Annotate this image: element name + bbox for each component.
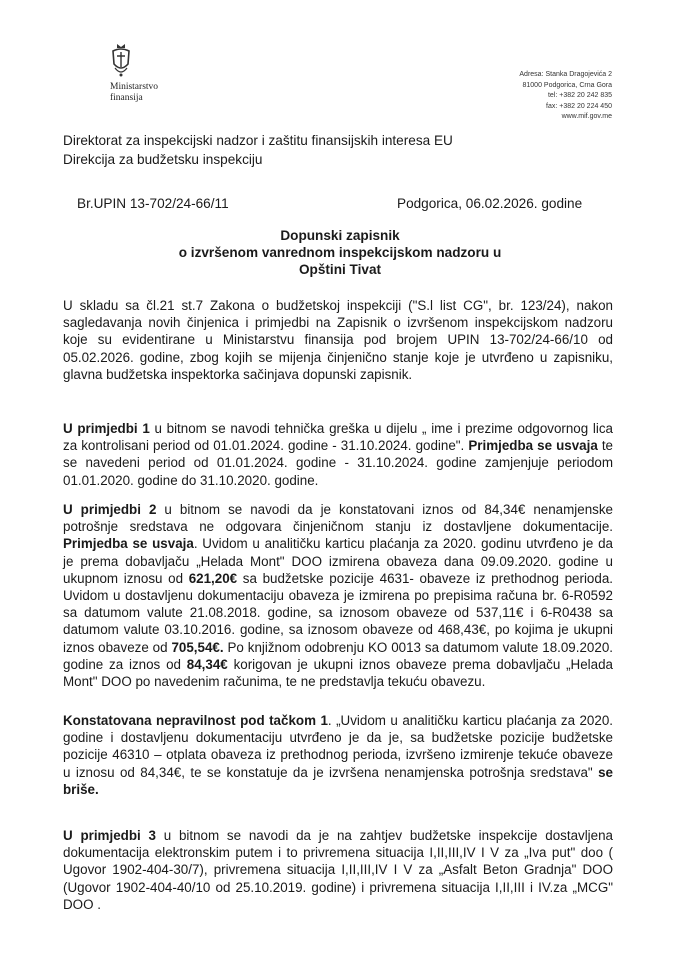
remark-2-amount-1: 621,20€ [188, 570, 238, 586]
irregularity-paragraph [63, 712, 613, 798]
remark-1-label: U primjedbi 1 [63, 421, 150, 436]
remark-1-text: u bitnom se navodi tehnička greška u dijelu „ ime i prezime odgovornog lica za kontrolisani period od 01.01.2024. godine - 31.10.2024. godine". [63, 421, 613, 454]
remark-2-text-3: sa budžetske pozicije 4631- obaveze iz prethodnog perioda. Uvidom u dostavljenu dokumentaciju obaveza je izmirena po prepisima računa br. 6-R0592 sa datumom valute 21.08.2018. godine, sa iznosom obaveze od 537,11€ i 6-R0438 sa datumom valute 03.10.2016. godine, sa iznosom obaveze od 468,43€, po kojima je ukupni iznos obaveze od [63, 570, 613, 655]
document-title [90, 227, 590, 278]
ministry-name-line2: finansija [110, 93, 143, 103]
remark-2-label: U primjedbi 2 [63, 502, 157, 517]
intro-paragraph [63, 297, 613, 383]
remark-1-paragraph [63, 420, 613, 489]
remark-3-paragraph [63, 827, 613, 913]
remark-3-text: u bitnom se navodi da je na zahtjev budžetske inspekcije dostavljena dokumentacija elektronskim putem i to privremena situacija I,II,III,IV I V za „Iva put" doo ( Ugovor 1902-404-30/7), privremena situacija I,II,III,IV I V za „Asfalt Beton Gradnja" DOO (Ugovor 1902-404-40/10 od 25.10.2019. godine) i privremena situacija I,II,III i IV.za „MCG" DOO . [63, 828, 614, 912]
coat-of-arms-icon [110, 42, 132, 80]
address-phone: tel: +382 20 242 835 [547, 92, 612, 99]
address-fax: fax: +382 20 224 450 [546, 102, 612, 110]
address-street: Adresa: Stanka Dragojevića 2 [519, 71, 612, 78]
directorate-division: Direkcija za budžetsku inspekciju [63, 152, 263, 167]
remark-1-text-2: te se navedeni period od 01.01.2024. godine - 31.10.2024. godine zamjenjuje periodom 01.01.2020. godine do 31.10.2020. godine. [63, 438, 613, 488]
title-line3: Opštini Tivat [298, 262, 382, 277]
directorate-name: Direktorat za inspekcijski nadzor i zaštitu finansijskih interesa EU [63, 133, 453, 148]
ministry-name [110, 82, 200, 104]
intro-text: U skladu sa čl.21 st.7 Zakona o budžetskoj inspekciji ("S.l list CG", br. 123/24), nakon sagledavanja novih činjenica i primjedbi na Zapisnik o izvršenom inspekcijskom nadzoru koje su evidentirane u Ministarstvu finansija pod brojem UPIN 13-702/24-66/10 od 05.02.2026. godine, zbog kojih se mijenja činjenično stanje koje je utvrđeno u zapisniku, glavna budžetska inspektorka sačinjava dopunski zapisnik. [63, 298, 613, 382]
address-city: 81000 Podgorica, Crna Gora [522, 81, 612, 89]
ministry-address [496, 70, 612, 123]
remark-2-accepted: Primjedba se usvaja [63, 536, 194, 552]
ministry-name-line1: Ministarstvo [110, 82, 159, 92]
place-and-date: Podgorica, 06.02.2026. godine [397, 196, 583, 211]
remark-2-text: u bitnom se navodi da je konstatovani iznos od 84,34€ nenamjenske potrošnje sredstava ne odgovara činjeničnom stanju iz dostavljene dokumentacije. [63, 502, 613, 535]
ministry-logo [110, 42, 200, 104]
remark-2-amount-3: 84,34€ [186, 656, 228, 672]
remark-2-text-4: Po knjižnom odobrenju KO 0013 sa datumom valute 18.09.2020. godine za iznos od [63, 639, 613, 672]
remark-3-label: U primjedbi 3 [63, 828, 156, 843]
irregularity-label: Konstatovana nepravilnost pod tačkom 1 [63, 713, 328, 728]
title-line2: o izvršenom vanrednom inspekcijskom nadzoru u [178, 245, 502, 260]
irregularity-text: . „Uvidom u analitičku karticu plaćanja za 2020. godine i dostavljenu dokumentaciju utvrđeno je da je, sa budžetske pozicije budžetske pozicije 46310 – otplata obaveza iz prethodnog perioda, izvršeno izmirenje tekuće obaveze u iznosu od 84,34€, te se konstatuje da je izvršena nenamjenska potrošnja sredstava" [63, 713, 613, 780]
remark-2-text-5: korigovan je ukupni iznos obaveze prema dobavljaču „Helada Mont" DOO po navedenim računima, te ne predstavlja tekuću obavezu. [63, 656, 613, 690]
irregularity-deleted: se briše. [63, 764, 613, 797]
reference-number: Br.UPIN 13-702/24-66/11 [77, 196, 229, 211]
title-line1: Dopunski zapisnik [280, 228, 400, 243]
remark-2-text-2: . Uvidom u analitičku karticu plaćanja za 2020. godinu utvrđeno je da je prema dobavljaču „Helada Mont" DOO izmirena obaveza dana 09.09.2020. godine u ukupnom iznosu od [63, 536, 613, 586]
remark-2-amount-2: 705,54€. [171, 639, 224, 655]
address-website: www.mif.gov.me [561, 113, 612, 120]
remark-1-accepted: Primjedba se usvaja [468, 438, 598, 454]
remark-2-paragraph [63, 501, 613, 690]
directorate-heading [63, 131, 583, 169]
